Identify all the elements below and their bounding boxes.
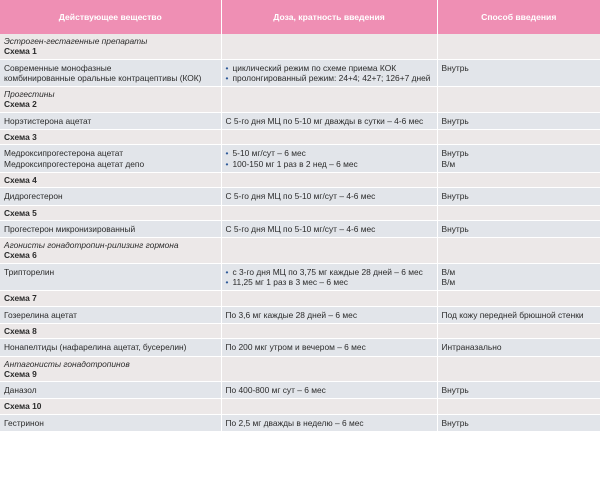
dose-cell	[221, 60, 437, 87]
table-row	[0, 415, 600, 431]
dose-cell	[221, 307, 437, 323]
group-empty-cell	[437, 238, 600, 263]
dose-list-item: • с 3-го дня МЦ по 3,75 мг каждые 28 дней – 6 мес	[226, 267, 433, 277]
table-body	[0, 34, 600, 432]
substance-cell	[0, 60, 221, 87]
dose-list-item: • 5-10 мг/сут – 6 мес	[226, 148, 433, 158]
group-label-cell	[0, 324, 221, 338]
drug-group-title: Антагонисты гонадотропинов	[4, 358, 130, 369]
substance-name: Норэтистерона ацетат	[4, 115, 92, 126]
substance-name: Современные монофазные	[4, 62, 112, 73]
scheme-label: Схема 1	[4, 46, 37, 57]
dose-text: С 5-го дня МЦ по 5-10 мг/сут – 4-6 мес	[225, 223, 376, 234]
group-empty-cell	[221, 324, 437, 338]
substance-cell	[0, 307, 221, 323]
group-label-cell	[0, 173, 221, 187]
group-header-row	[0, 87, 600, 112]
scheme-label: Схема 2	[4, 99, 37, 110]
group-empty-cell	[437, 399, 600, 413]
scheme-label: Схема 4	[4, 174, 37, 185]
dose-text: По 400-800 мг сут – 6 мес	[225, 385, 326, 396]
substance-name: Медроксипрогестерона ацетат депо	[4, 158, 145, 169]
group-label-cell	[0, 130, 221, 144]
header-substance: Действующее вещество	[0, 0, 221, 34]
route-text: В/м	[441, 277, 456, 288]
dose-cell	[221, 221, 437, 237]
route-text: Внутрь	[441, 385, 469, 396]
group-empty-cell	[437, 87, 600, 112]
dose-list-item: • 11,25 мг 1 раз в 3 мес – 6 мес	[226, 277, 433, 287]
group-label-cell	[0, 238, 221, 263]
table-row	[0, 221, 600, 237]
dose-list-item: • пролонгированный режим: 24+4; 42+7; 126+7 дней	[226, 73, 433, 83]
group-label-cell	[0, 357, 221, 382]
group-header-row	[0, 206, 600, 220]
route-cell	[437, 145, 600, 172]
table-row	[0, 339, 600, 355]
dose-list	[226, 148, 433, 169]
group-label-cell	[0, 34, 221, 59]
group-empty-cell	[221, 34, 437, 59]
route-text: Внутрь	[441, 417, 469, 428]
scheme-label: Схема 5	[4, 207, 37, 218]
dose-list-item: • 100-150 мг 1 раз в 2 нед – 6 мес	[226, 159, 433, 169]
dose-text: По 2,5 мг дважды в неделю – 6 мес	[225, 417, 364, 428]
scheme-label: Схема 6	[4, 250, 37, 261]
group-empty-cell	[221, 130, 437, 144]
route-text: Внутрь	[441, 223, 469, 234]
route-cell	[437, 60, 600, 87]
dose-list-item: • циклический режим по схеме приема КОК	[226, 63, 433, 73]
group-header-row	[0, 238, 600, 263]
group-empty-cell	[221, 357, 437, 382]
route-cell	[437, 264, 600, 291]
route-text: Внутрь	[441, 62, 469, 73]
substance-name: комбинированные оральные контрацептивы (КОК)	[4, 72, 202, 83]
route-cell	[437, 188, 600, 204]
table-row	[0, 145, 600, 172]
row-divider	[0, 431, 600, 432]
group-header-row	[0, 291, 600, 305]
dose-list	[226, 63, 433, 84]
substance-name: Медроксипрогестерона ацетат	[4, 148, 124, 159]
route-text: В/м	[441, 158, 456, 169]
route-cell	[437, 339, 600, 355]
substance-cell	[0, 113, 221, 129]
group-empty-cell	[221, 87, 437, 112]
group-header-row	[0, 34, 600, 59]
dose-text: С 5-го дня МЦ по 5-10 мг/сут – 4-6 мес	[225, 191, 376, 202]
substance-cell	[0, 221, 221, 237]
substance-cell	[0, 339, 221, 355]
group-empty-cell	[437, 206, 600, 220]
dose-text: По 200 мкг утром и вечером – 6 мес	[225, 342, 366, 353]
group-empty-cell	[221, 238, 437, 263]
header-dose: Доза, кратность введения	[221, 0, 437, 34]
dose-text: С 5-го дня МЦ по 5-10 мг дважды в сутки – 4-6 мес	[225, 115, 424, 126]
group-empty-cell	[437, 34, 600, 59]
scheme-label: Схема 8	[4, 325, 37, 336]
substance-cell	[0, 264, 221, 291]
substance-name: Прогестерон микронизированный	[4, 223, 136, 234]
group-label-cell	[0, 399, 221, 413]
group-header-row	[0, 357, 600, 382]
group-header-row	[0, 324, 600, 338]
dose-cell	[221, 415, 437, 431]
route-cell	[437, 415, 600, 431]
route-text: Внутрь	[441, 148, 469, 159]
substance-name: Даназол	[4, 385, 37, 396]
group-empty-cell	[221, 206, 437, 220]
dose-cell	[221, 339, 437, 355]
group-empty-cell	[221, 291, 437, 305]
route-text: Внутрь	[441, 115, 469, 126]
route-text: Интраназально	[441, 342, 502, 353]
substance-name: Гозерелина ацетат	[4, 309, 77, 320]
drug-group-title: Эстроген-гестагенные препараты	[4, 36, 148, 46]
substance-name: Гестринон	[4, 417, 44, 428]
table-row	[0, 188, 600, 204]
route-text: Под кожу передней брюшной стенки	[441, 309, 584, 320]
dose-cell	[221, 188, 437, 204]
scheme-label: Схема 7	[4, 293, 37, 304]
substance-cell	[0, 188, 221, 204]
table-row	[0, 113, 600, 129]
dose-text: По 3,6 мг каждые 28 дней – 6 мес	[225, 309, 358, 320]
table-row	[0, 307, 600, 323]
dose-cell	[221, 113, 437, 129]
group-header-row	[0, 173, 600, 187]
table-row	[0, 60, 600, 87]
scheme-label: Схема 9	[4, 368, 37, 379]
route-cell	[437, 307, 600, 323]
route-text: Внутрь	[441, 191, 469, 202]
substance-cell	[0, 415, 221, 431]
group-label-cell	[0, 291, 221, 305]
group-label-cell	[0, 206, 221, 220]
dose-cell	[221, 382, 437, 398]
drug-group-title: Агонисты гонадотропин-рилизинг гормона	[4, 240, 179, 251]
group-empty-cell	[221, 399, 437, 413]
group-label-cell	[0, 87, 221, 112]
group-empty-cell	[437, 173, 600, 187]
substance-cell	[0, 382, 221, 398]
row-divider-cell	[0, 431, 600, 432]
substance-name: Дидрогестерон	[4, 191, 63, 202]
group-header-row	[0, 399, 600, 413]
substance-cell	[0, 145, 221, 172]
route-cell	[437, 221, 600, 237]
dose-cell	[221, 145, 437, 172]
table-header-row	[0, 0, 600, 34]
group-empty-cell	[437, 324, 600, 338]
group-empty-cell	[221, 173, 437, 187]
table-row	[0, 264, 600, 291]
scheme-label: Схема 3	[4, 132, 37, 143]
drug-group-title: Прогестины	[4, 89, 55, 100]
route-cell	[437, 382, 600, 398]
dose-list	[226, 267, 433, 288]
table-row	[0, 382, 600, 398]
substance-name: Нонапелтиды (нафарелина ацетат, бусерелин)	[4, 342, 187, 353]
route-text: В/м	[441, 266, 456, 277]
dose-cell	[221, 264, 437, 291]
group-header-row	[0, 130, 600, 144]
route-cell	[437, 113, 600, 129]
substance-name: Трипторелин	[4, 266, 55, 277]
header-route: Способ введения	[437, 0, 600, 34]
scheme-label: Схема 10	[4, 401, 42, 412]
group-empty-cell	[437, 291, 600, 305]
group-empty-cell	[437, 357, 600, 382]
group-empty-cell	[437, 130, 600, 144]
